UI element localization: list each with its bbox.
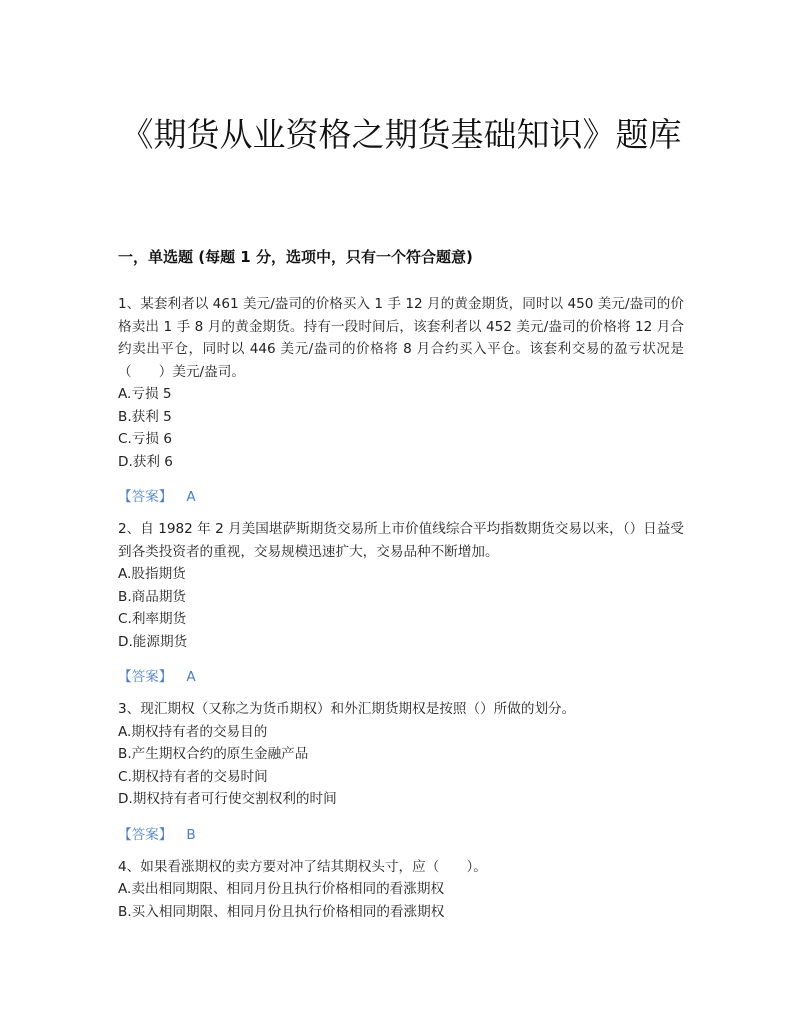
answer-option: C.亏损 6 <box>118 431 172 447</box>
answer-value: A <box>186 489 196 505</box>
answer-label: 【答案】 <box>118 669 173 685</box>
answer-value: B <box>186 826 196 843</box>
answer-option: D.期权持有者可行使交割权利的时间 <box>118 791 337 807</box>
answer-option: B.买入相同期限、相同月份且执行价格相同的看涨期权 <box>118 903 445 920</box>
answer-option: A.股指期货 <box>118 566 186 582</box>
answer-line <box>118 824 684 846</box>
answer-line <box>118 666 684 688</box>
answer-option: B.获利 5 <box>118 408 172 425</box>
answer-option: B.产生期权合约的原生金融产品 <box>118 746 309 762</box>
answer-option: A.亏损 5 <box>118 386 172 402</box>
question-stem: 4、如果看涨期权的卖方要对冲了结其期权头寸，应（ ）。 <box>118 858 487 875</box>
section-heading: 一，单选题 (每题 1 分，选项中，只有一个符合题意) <box>118 248 473 266</box>
question-list <box>118 293 684 923</box>
answer-option: A.期权持有者的交易目的 <box>118 723 268 740</box>
answer-option: D.获利 6 <box>118 453 173 470</box>
answer-label: 【答案】 <box>118 489 173 505</box>
document-title: 《期货从业资格之期货基础知识》题库 <box>120 115 682 154</box>
question-stem: 2、自 1982 年 2 月美国堪萨斯期货交易所上市价值线综合平均指数期货交易以来，（）日益受到各类投资者的重视，交易规模迅速扩大，交易品种不断增加。 <box>118 521 684 560</box>
answer-line <box>118 486 684 508</box>
question-item <box>118 856 684 924</box>
answer-option: B.商品期货 <box>118 588 187 605</box>
question-stem: 1、某套利者以 461 美元/盎司的价格买入 1 手 12 月的黄金期货，同时以 450 美元/盎司的价格卖出 1 手 8 月的黄金期货。持有一段时间后，该套利者以 452 美元/盎司的价格将 12 月合约卖出平仓，同时以 446 美元/盎司的价格将 8 月合约买入平仓。该套利交易的盈亏状况是（ ）美元/盎司。 <box>118 296 684 380</box>
answer-option: C.利率期货 <box>118 611 187 627</box>
question-stem: 3、现汇期权（又称之为货币期权）和外汇期货期权是按照（）所做的划分。 <box>118 701 576 717</box>
answer-option: C.期权持有者的交易时间 <box>118 768 268 785</box>
question-item <box>118 518 684 688</box>
question-item <box>118 698 684 846</box>
answer-value: A <box>186 669 196 685</box>
answer-option: D.能源期货 <box>118 633 188 650</box>
answer-option: A.卖出相同期限、相同月份且执行价格相同的看涨期权 <box>118 881 445 897</box>
answer-label: 【答案】 <box>118 826 173 843</box>
question-item <box>118 293 684 508</box>
